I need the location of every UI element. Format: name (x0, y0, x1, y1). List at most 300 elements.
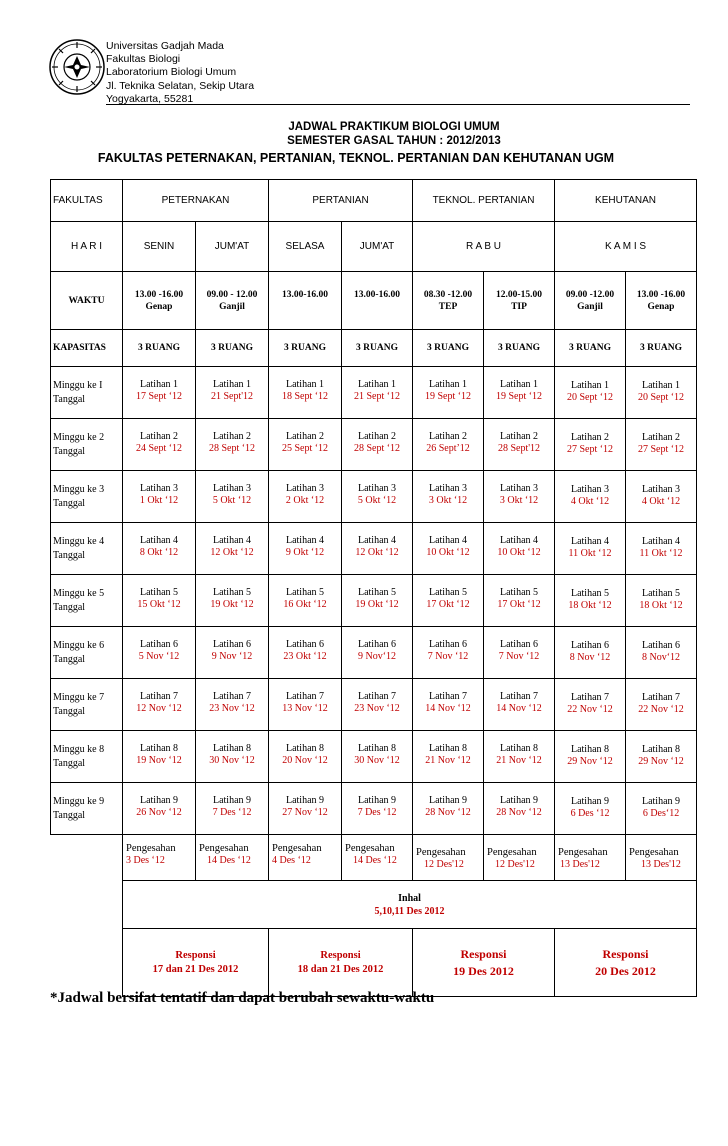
pengesahan-date: 12 Des'12 (424, 859, 464, 870)
session-cell (196, 419, 269, 471)
responsi-label: Responsi (320, 949, 361, 961)
session-cell (413, 627, 484, 679)
latihan-label: Latihan 2 (570, 432, 610, 443)
time-range: 13.00 -16.00 (134, 289, 184, 300)
session-date: 9 Nov‘12 (357, 651, 397, 662)
pengesahan-date: 13 Des'12 (560, 859, 600, 870)
date-label: Tanggal (53, 654, 86, 665)
session-date: 26 Nov ‘12 (136, 807, 182, 818)
institution-line: Laboratorium Biologi Umum (106, 66, 237, 79)
week-label-cell (51, 367, 123, 419)
session-cell (626, 731, 697, 783)
responsi-date: 17 dan 21 Des 2012 (152, 963, 239, 975)
session-cell (269, 627, 342, 679)
time-cell (196, 272, 269, 330)
capacity-cell: 3 RUANG (196, 330, 269, 367)
latihan-label: Latihan 3 (499, 483, 539, 494)
time-group: TEP (438, 301, 458, 312)
responsi-label: Responsi (175, 949, 216, 961)
latihan-label: Latihan 4 (428, 535, 468, 546)
pengesahan-label: Pengesahan (272, 843, 322, 854)
time-cell (269, 272, 342, 330)
session-cell (626, 679, 697, 731)
pengesahan-cell (555, 835, 626, 881)
session-cell (123, 419, 196, 471)
time-cell (123, 272, 196, 330)
session-date: 26 Sept’12 (426, 443, 470, 454)
session-date: 23 Nov ‘12 (354, 703, 400, 714)
faculty-teknol-pertanian: TEKNOL. PERTANIAN (413, 180, 555, 222)
session-cell (269, 575, 342, 627)
session-date: 19 Okt ‘12 (355, 599, 399, 610)
session-date: 8 Okt ‘12 (139, 547, 179, 558)
latihan-label: Latihan 8 (570, 744, 610, 755)
session-cell (555, 471, 626, 523)
pengesahan-cell (123, 835, 196, 881)
session-cell (626, 419, 697, 471)
capacity-cell: 3 RUANG (555, 330, 626, 367)
session-cell (484, 783, 555, 835)
session-date: 11 Okt ‘12 (639, 548, 683, 559)
session-cell (555, 419, 626, 471)
faculty-peternakan: PETERNAKAN (123, 180, 269, 222)
time-group: Ganjil (577, 301, 603, 312)
session-date: 28 Nov ‘12 (496, 807, 542, 818)
week-label: Minggu ke 9 (53, 796, 105, 807)
inhal-cell (123, 881, 697, 929)
responsi-date: 18 dan 21 Des 2012 (297, 963, 384, 975)
session-cell (196, 783, 269, 835)
day-cell: JUM'AT (196, 222, 269, 272)
empty-cell (51, 835, 123, 881)
session-cell (555, 523, 626, 575)
session-date: 18 Okt ‘12 (568, 600, 612, 611)
pengesahan-cell (269, 835, 342, 881)
session-date: 27 Sept ‘12 (637, 444, 685, 455)
latihan-label: Latihan 4 (212, 535, 252, 546)
session-date: 28 Sept ‘12 (208, 443, 256, 454)
week-row (51, 419, 697, 471)
faculty-kehutanan: KEHUTANAN (555, 180, 697, 222)
week-label-cell (51, 627, 123, 679)
pengesahan-date: 14 Des ‘12 (353, 855, 397, 866)
latihan-label: Latihan 3 (357, 483, 397, 494)
session-cell (123, 679, 196, 731)
week-label: Minggu ke 8 (53, 744, 105, 755)
latihan-label: Latihan 7 (139, 691, 179, 702)
session-date: 7 Des ‘12 (357, 807, 397, 818)
week-label: Minggu ke 7 (53, 692, 105, 703)
session-cell (123, 783, 196, 835)
session-date: 17 Okt ‘12 (497, 599, 541, 610)
session-date: 14 Nov ‘12 (496, 703, 542, 714)
latihan-label: Latihan 7 (285, 691, 325, 702)
session-cell (484, 471, 555, 523)
semester-title: SEMESTER GASAL TAHUN : 2012/2013 (287, 135, 501, 147)
responsi-row (51, 929, 697, 997)
session-date: 23 Okt ‘12 (283, 651, 327, 662)
inhal-row (51, 881, 697, 929)
latihan-label: Latihan 9 (285, 795, 325, 806)
latihan-label: Latihan 9 (641, 796, 681, 807)
schedule-table (50, 179, 697, 997)
latihan-label: Latihan 1 (357, 379, 397, 390)
latihan-label: Latihan 8 (212, 743, 252, 754)
session-cell (342, 419, 413, 471)
session-date: 27 Nov ‘12 (282, 807, 328, 818)
latihan-label: Latihan 3 (570, 484, 610, 495)
session-date: 17 Sept ‘12 (135, 391, 183, 402)
week-row (51, 471, 697, 523)
session-date: 19 Nov ‘12 (136, 755, 182, 766)
university-seal-logo (48, 38, 106, 96)
date-label: Tanggal (53, 550, 86, 561)
session-date: 19 Sept ‘12 (495, 391, 543, 402)
latihan-label: Latihan 8 (285, 743, 325, 754)
time-group: Ganjil (219, 301, 245, 312)
day-cell: R A B U (413, 222, 555, 272)
latihan-label: Latihan 5 (428, 587, 468, 598)
latihan-label: Latihan 1 (285, 379, 325, 390)
latihan-label: Latihan 3 (428, 483, 468, 494)
latihan-label: Latihan 4 (139, 535, 179, 546)
session-cell (413, 523, 484, 575)
latihan-label: Latihan 3 (285, 483, 325, 494)
time-row (51, 272, 697, 330)
session-cell (123, 575, 196, 627)
session-date: 29 Nov ‘12 (567, 756, 613, 767)
session-cell (413, 783, 484, 835)
capacity-cell: 3 RUANG (484, 330, 555, 367)
week-label: Minggu ke 3 (53, 484, 105, 495)
session-cell (413, 575, 484, 627)
latihan-label: Latihan 1 (641, 380, 681, 391)
session-date: 7 Des ‘12 (212, 807, 252, 818)
session-cell (626, 523, 697, 575)
latihan-label: Latihan 9 (139, 795, 179, 806)
session-cell (196, 575, 269, 627)
date-label: Tanggal (53, 706, 86, 717)
week-label-cell (51, 679, 123, 731)
latihan-label: Latihan 7 (570, 692, 610, 703)
latihan-label: Latihan 3 (641, 484, 681, 495)
session-cell (342, 367, 413, 419)
latihan-label: Latihan 2 (139, 431, 179, 442)
pengesahan-label: Pengesahan (487, 847, 537, 858)
session-date: 12 Okt ‘12 (355, 547, 399, 558)
session-cell (555, 575, 626, 627)
responsi-cell (413, 929, 555, 997)
session-date: 9 Nov ‘12 (211, 651, 253, 662)
session-cell (269, 783, 342, 835)
session-date: 6 Des ‘12 (570, 808, 610, 819)
capacity-row (51, 330, 697, 367)
pengesahan-label: Pengesahan (558, 847, 608, 858)
latihan-label: Latihan 5 (285, 587, 325, 598)
session-cell (555, 783, 626, 835)
session-date: 30 Nov ‘12 (209, 755, 255, 766)
session-date: 3 Okt ‘12 (428, 495, 468, 506)
session-cell (269, 679, 342, 731)
week-row (51, 523, 697, 575)
latihan-label: Latihan 4 (641, 536, 681, 547)
session-cell (484, 523, 555, 575)
session-date: 20 Sept ‘12 (566, 392, 614, 403)
time-group (342, 301, 412, 313)
day-cell: SELASA (269, 222, 342, 272)
latihan-label: Latihan 9 (212, 795, 252, 806)
pengesahan-cell (342, 835, 413, 881)
session-date: 21 Nov ‘12 (496, 755, 542, 766)
week-label-cell (51, 419, 123, 471)
week-row (51, 627, 697, 679)
session-cell (555, 679, 626, 731)
latihan-label: Latihan 8 (499, 743, 539, 754)
time-cell (342, 272, 413, 330)
header-divider (106, 104, 690, 105)
session-date: 17 Okt ‘12 (426, 599, 470, 610)
week-row (51, 731, 697, 783)
session-date: 19 Sept ‘12 (424, 391, 472, 402)
session-cell (626, 627, 697, 679)
latihan-label: Latihan 1 (212, 379, 252, 390)
latihan-label: Latihan 6 (570, 640, 610, 651)
latihan-label: Latihan 1 (499, 379, 539, 390)
session-cell (484, 679, 555, 731)
session-date: 5 Okt ‘12 (212, 495, 252, 506)
session-date: 2 Okt ‘12 (285, 495, 325, 506)
session-cell (342, 471, 413, 523)
session-date: 13 Nov ‘12 (282, 703, 328, 714)
latihan-label: Latihan 6 (212, 639, 252, 650)
latihan-label: Latihan 9 (428, 795, 468, 806)
session-cell (484, 575, 555, 627)
latihan-label: Latihan 7 (499, 691, 539, 702)
latihan-label: Latihan 5 (357, 587, 397, 598)
session-cell (196, 471, 269, 523)
pengesahan-label: Pengesahan (345, 843, 395, 854)
latihan-label: Latihan 5 (641, 588, 681, 599)
session-date: 18 Okt ‘12 (639, 600, 683, 611)
responsi-label: Responsi (460, 946, 507, 961)
time-cell (555, 272, 626, 330)
pengesahan-date: 14 Des ‘12 (207, 855, 251, 866)
institution-line: Yogyakarta, 55281 (106, 92, 194, 105)
document-title: JADWAL PRAKTIKUM BIOLOGI UMUM (288, 121, 500, 133)
kapasitas-label: KAPASITAS (51, 330, 123, 367)
session-date: 3 Okt ‘12 (499, 495, 539, 506)
session-cell (484, 731, 555, 783)
time-range: 13.00 -16.00 (636, 289, 686, 300)
pengesahan-date: 4 Des ‘12 (272, 855, 311, 866)
latihan-label: Latihan 2 (212, 431, 252, 442)
session-cell (196, 679, 269, 731)
session-date: 16 Okt ‘12 (283, 599, 327, 610)
session-cell (626, 783, 697, 835)
week-row (51, 679, 697, 731)
session-date: 20 Sept ‘12 (637, 392, 685, 403)
latihan-label: Latihan 5 (499, 587, 539, 598)
week-row (51, 783, 697, 835)
time-group: Genap (145, 301, 173, 312)
latihan-label: Latihan 7 (641, 692, 681, 703)
pengesahan-cell (413, 835, 484, 881)
day-cell: SENIN (123, 222, 196, 272)
pengesahan-cell (626, 835, 697, 881)
latihan-label: Latihan 7 (357, 691, 397, 702)
latihan-label: Latihan 4 (285, 535, 325, 546)
session-date: 22 Nov ‘12 (567, 704, 613, 715)
latihan-label: Latihan 6 (139, 639, 179, 650)
latihan-label: Latihan 8 (139, 743, 179, 754)
session-cell (123, 627, 196, 679)
responsi-date: 19 Des 2012 (453, 963, 514, 978)
session-date: 28 Sept'12 (497, 443, 541, 454)
session-date: 28 Sept ‘12 (353, 443, 401, 454)
latihan-label: Latihan 6 (499, 639, 539, 650)
latihan-label: Latihan 4 (357, 535, 397, 546)
latihan-label: Latihan 5 (212, 587, 252, 598)
time-range: 09.00 -12.00 (565, 289, 615, 300)
pengesahan-cell (484, 835, 555, 881)
pengesahan-label: Pengesahan (126, 843, 176, 854)
session-date: 11 Okt ‘12 (568, 548, 612, 559)
latihan-label: Latihan 6 (641, 640, 681, 651)
session-date: 14 Nov ‘12 (425, 703, 471, 714)
session-date: 21 Nov ‘12 (425, 755, 471, 766)
session-date: 18 Sept ‘12 (281, 391, 329, 402)
session-date: 9 Okt ‘12 (285, 547, 325, 558)
pengesahan-label: Pengesahan (199, 843, 249, 854)
latihan-label: Latihan 6 (357, 639, 397, 650)
latihan-label: Latihan 8 (357, 743, 397, 754)
responsi-cell (555, 929, 697, 997)
responsi-cell (269, 929, 413, 997)
week-label: Minggu ke 5 (53, 588, 105, 599)
latihan-label: Latihan 8 (641, 744, 681, 755)
time-group (269, 301, 341, 313)
fakultas-label: FAKULTAS (51, 180, 123, 222)
week-label: Minggu ke I (53, 380, 103, 391)
session-date: 5 Nov ‘12 (138, 651, 180, 662)
capacity-cell: 3 RUANG (413, 330, 484, 367)
session-cell (484, 627, 555, 679)
time-group: Genap (647, 301, 675, 312)
time-cell (626, 272, 697, 330)
latihan-label: Latihan 3 (212, 483, 252, 494)
latihan-label: Latihan 2 (641, 432, 681, 443)
pengesahan-cell (196, 835, 269, 881)
week-row (51, 575, 697, 627)
latihan-label: Latihan 9 (499, 795, 539, 806)
week-label-cell (51, 783, 123, 835)
session-date: 12 Nov ‘12 (136, 703, 182, 714)
latihan-label: Latihan 7 (212, 691, 252, 702)
pengesahan-label: Pengesahan (629, 847, 679, 858)
pengesahan-row (51, 835, 697, 881)
session-cell (555, 627, 626, 679)
week-label-cell (51, 523, 123, 575)
pengesahan-date: 13 Des'12 (641, 859, 681, 870)
week-label: Minggu ke 6 (53, 640, 105, 651)
session-cell (123, 367, 196, 419)
session-date: 20 Nov ‘12 (282, 755, 328, 766)
empty-cell (51, 881, 123, 929)
session-date: 22 Nov ‘12 (638, 704, 684, 715)
session-date: 21 Sept ‘12 (353, 391, 401, 402)
session-date: 6 Des‘12 (642, 808, 680, 819)
session-cell (342, 523, 413, 575)
day-cell: K A M I S (555, 222, 697, 272)
faculty-pertanian: PERTANIAN (269, 180, 413, 222)
latihan-label: Latihan 8 (428, 743, 468, 754)
session-date: 7 Nov ‘12 (498, 651, 540, 662)
day-row (51, 222, 697, 272)
session-cell (555, 367, 626, 419)
latihan-label: Latihan 1 (570, 380, 610, 391)
session-date: 30 Nov ‘12 (354, 755, 400, 766)
session-date: 24 Sept ‘12 (135, 443, 183, 454)
session-cell (555, 731, 626, 783)
responsi-date: 20 Des 2012 (595, 963, 656, 978)
footnote: *Jadwal bersifat tentatif dan dapat berubah sewaktu-waktu (50, 990, 435, 1006)
session-date: 23 Nov ‘12 (209, 703, 255, 714)
institution-line: Universitas Gadjah Mada (106, 40, 224, 52)
week-label: Minggu ke 2 (53, 432, 105, 443)
session-date: 21 Sept'12 (210, 391, 254, 402)
session-cell (626, 367, 697, 419)
session-date: 7 Nov ‘12 (427, 651, 469, 662)
session-cell (413, 679, 484, 731)
faculties-title: FAKULTAS PETERNAKAN, PERTANIAN, TEKNOL. PERTANIAN DAN KEHUTANAN UGM (97, 151, 615, 165)
session-cell (342, 731, 413, 783)
session-cell (269, 367, 342, 419)
session-cell (413, 731, 484, 783)
session-date: 27 Sept ‘12 (566, 444, 614, 455)
institution-address (106, 40, 254, 106)
latihan-label: Latihan 5 (570, 588, 610, 599)
session-date: 29 Nov ‘12 (638, 756, 684, 767)
latihan-label: Latihan 6 (428, 639, 468, 650)
session-cell (196, 367, 269, 419)
week-label-cell (51, 575, 123, 627)
time-cell (484, 272, 555, 330)
date-label: Tanggal (53, 498, 86, 509)
time-range: 13.00-16.00 (354, 289, 400, 300)
capacity-cell: 3 RUANG (269, 330, 342, 367)
session-date: 10 Okt ‘12 (426, 547, 470, 558)
session-cell (269, 471, 342, 523)
session-cell (196, 523, 269, 575)
time-group: TIP (511, 301, 527, 312)
session-cell (342, 575, 413, 627)
week-label-cell (51, 731, 123, 783)
latihan-label: Latihan 1 (428, 379, 468, 390)
time-range: 12.00-15.00 (496, 289, 542, 300)
session-date: 1 Okt ‘12 (139, 495, 179, 506)
session-date: 4 Okt ‘12 (570, 496, 610, 507)
latihan-label: Latihan 4 (570, 536, 610, 547)
session-cell (413, 419, 484, 471)
time-range: 13.00-16.00 (282, 289, 328, 300)
session-cell (626, 575, 697, 627)
session-cell (342, 679, 413, 731)
session-date: 28 Nov ‘12 (425, 807, 471, 818)
session-cell (269, 419, 342, 471)
session-cell (342, 783, 413, 835)
latihan-label: Latihan 9 (357, 795, 397, 806)
session-cell (626, 471, 697, 523)
